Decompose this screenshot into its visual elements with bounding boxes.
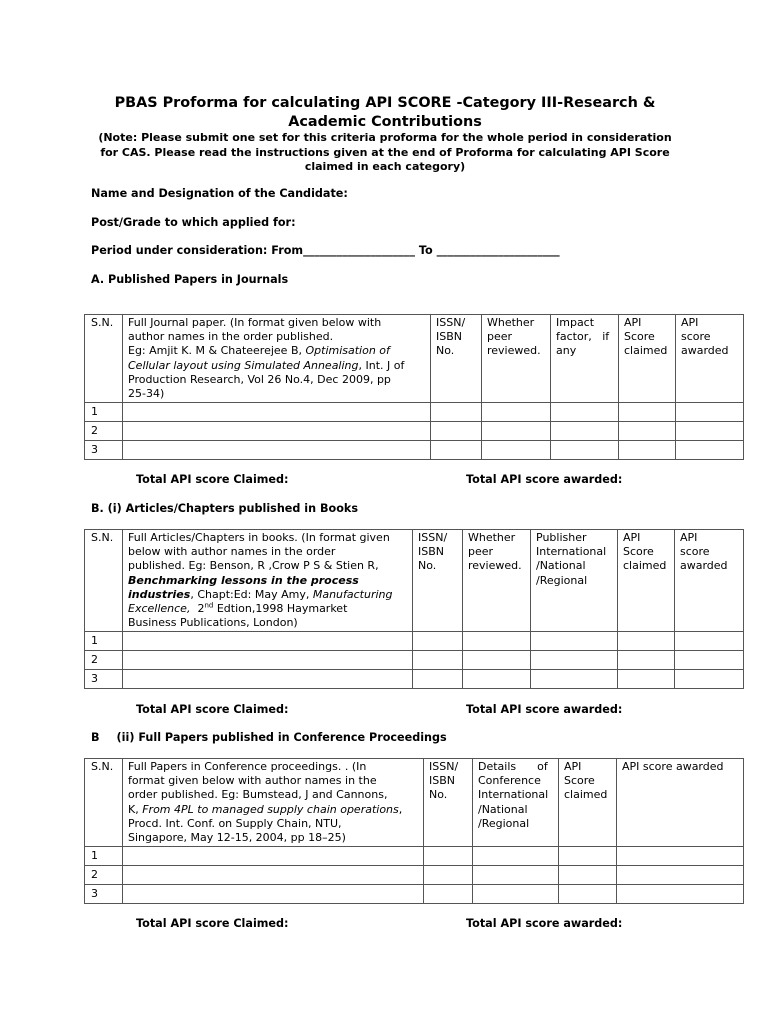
page-title <box>84 94 686 132</box>
header-italic-text: From 4PL to managed supply chain operations <box>142 802 399 816</box>
header-text: No. <box>436 344 455 358</box>
issn-cell[interactable] <box>413 651 463 670</box>
section-b2-total-awarded: Total API score awarded: <box>466 917 623 930</box>
col-api-awarded <box>675 530 744 632</box>
api-claimed-cell[interactable] <box>618 651 675 670</box>
header-text: Details of <box>478 760 548 773</box>
journal-paper-cell[interactable] <box>123 403 431 422</box>
api-awarded-cell[interactable] <box>676 403 744 422</box>
col-api-awarded: API score awarded <box>617 759 744 847</box>
header-text: No. <box>418 559 437 573</box>
col-sn: S.N. <box>85 530 123 632</box>
article-chapter-cell[interactable] <box>123 632 413 651</box>
api-claimed-cell[interactable] <box>559 847 617 866</box>
api-awarded-cell[interactable] <box>617 847 744 866</box>
issn-cell[interactable] <box>424 847 473 866</box>
col-api-claimed <box>618 530 675 632</box>
header-text: ISBN <box>418 545 445 559</box>
header-text: order published. Eg: Bumstead, J and Cannons, <box>128 788 388 802</box>
header-text: International <box>478 788 549 802</box>
header-text: API <box>624 316 642 329</box>
peer-reviewed-cell[interactable] <box>463 651 531 670</box>
col-impact-factor <box>551 315 619 403</box>
header-text: score <box>680 545 710 559</box>
header-text: Impact <box>556 316 595 329</box>
section-b1-total-claimed: Total API score Claimed: <box>136 703 289 716</box>
row-number: 3 <box>85 670 123 689</box>
header-text: claimed <box>623 559 667 573</box>
api-claimed-cell[interactable] <box>618 670 675 689</box>
api-awarded-cell[interactable] <box>676 441 744 460</box>
section-b2-heading <box>91 731 447 745</box>
api-claimed-cell[interactable] <box>619 422 676 441</box>
conference-paper-cell[interactable] <box>123 885 424 904</box>
title-line-2: Academic Contributions <box>288 114 482 130</box>
superscript-text: nd <box>204 601 214 610</box>
issn-cell[interactable] <box>424 885 473 904</box>
header-text: score <box>681 330 711 344</box>
row-number: 1 <box>85 632 123 651</box>
peer-reviewed-cell[interactable] <box>463 632 531 651</box>
header-text: Score <box>623 545 654 559</box>
header-text: API <box>623 531 641 544</box>
conference-details-cell[interactable] <box>473 885 559 904</box>
note-line-2: for CAS. Please read the instructions given at the end of Proforma for calculating API Score <box>100 145 670 159</box>
header-text: ISBN <box>429 774 456 788</box>
table-row <box>85 670 744 689</box>
publisher-cell[interactable] <box>531 651 618 670</box>
conference-paper-cell[interactable] <box>123 866 424 885</box>
header-text: ISSN/ <box>429 760 459 773</box>
peer-reviewed-cell[interactable] <box>482 403 551 422</box>
header-text <box>128 602 407 616</box>
api-claimed-cell[interactable] <box>618 632 675 651</box>
col-api-claimed <box>559 759 617 847</box>
table-header-row <box>85 315 744 403</box>
header-text: /National <box>478 802 528 816</box>
issn-cell[interactable] <box>413 670 463 689</box>
api-awarded-cell[interactable] <box>675 670 744 689</box>
header-text: , <box>398 802 403 816</box>
article-chapter-cell[interactable] <box>123 651 413 670</box>
api-awarded-cell[interactable] <box>617 866 744 885</box>
header-bold-italic-text: industries <box>128 587 191 601</box>
table-header-row <box>85 530 744 632</box>
api-claimed-cell[interactable] <box>619 403 676 422</box>
header-text: Score <box>564 774 595 788</box>
row-number: 1 <box>85 403 123 422</box>
journal-paper-cell[interactable] <box>123 441 431 460</box>
col-issn <box>413 530 463 632</box>
header-text: Publisher <box>536 531 587 544</box>
header-text: 2 <box>190 602 205 616</box>
table-row <box>85 441 744 460</box>
table-row <box>85 632 744 651</box>
table-row <box>85 651 744 670</box>
post-grade-field: Post/Grade to which applied for: <box>91 216 296 229</box>
header-text: Production Research, Vol 26 No.4, Dec 2009, pp <box>128 372 391 386</box>
col-peer-reviewed <box>463 530 531 632</box>
header-text: Procd. Int. Conf. on Supply Chain, NTU, <box>128 816 342 830</box>
journal-paper-cell[interactable] <box>123 422 431 441</box>
table-row <box>85 403 744 422</box>
header-text <box>128 344 425 358</box>
header-text: Eg: Amjit K. M & Chateerejee B, <box>128 344 306 358</box>
row-number: 2 <box>85 866 123 885</box>
header-text: ISSN/ <box>418 531 448 544</box>
header-text: Business Publications, London) <box>128 616 298 630</box>
issn-cell[interactable] <box>431 422 482 441</box>
header-text: International <box>536 545 607 559</box>
api-claimed-cell[interactable] <box>559 866 617 885</box>
api-awarded-cell[interactable] <box>676 422 744 441</box>
header-text: , Int. J of <box>358 358 405 372</box>
row-number: 3 <box>85 885 123 904</box>
row-number: 2 <box>85 651 123 670</box>
header-text: 25-34) <box>128 387 165 401</box>
header-text <box>128 803 418 817</box>
header-text: Singapore, May 12-15, 2004, pp 18–25) <box>128 831 346 845</box>
instruction-note <box>84 131 686 175</box>
api-claimed-cell[interactable] <box>559 885 617 904</box>
header-bold-italic-text: Benchmarking lessons in the process <box>128 573 359 587</box>
col-sn: S.N. <box>85 315 123 403</box>
header-italic-text: Manufacturing <box>312 587 393 601</box>
section-b2-total-claimed: Total API score Claimed: <box>136 917 289 930</box>
header-text: API <box>564 760 582 773</box>
api-awarded-cell[interactable] <box>675 632 744 651</box>
api-awarded-cell[interactable] <box>675 651 744 670</box>
section-b1-total-awarded: Total API score awarded: <box>466 703 623 716</box>
section-a-total-claimed: Total API score Claimed: <box>136 473 289 486</box>
col-article-chapter <box>123 530 413 632</box>
publisher-cell[interactable] <box>531 632 618 651</box>
header-text: Whether <box>487 316 535 329</box>
conference-paper-cell[interactable] <box>123 847 424 866</box>
row-number: 3 <box>85 441 123 460</box>
note-line-3: claimed in each category) <box>304 160 466 174</box>
conference-details-cell[interactable] <box>473 866 559 885</box>
api-claimed-cell[interactable] <box>619 441 676 460</box>
header-text: Whether <box>468 531 516 544</box>
header-text: , Chapt:Ed: May Amy, <box>190 587 313 601</box>
header-text: Edtion,1998 Haymarket <box>213 602 348 616</box>
conference-details-cell[interactable] <box>473 847 559 866</box>
note-line-1: (Note: Please submit one set for this criteria proforma for the whole period in consideration <box>98 131 672 144</box>
header-text: reviewed. <box>468 559 522 573</box>
header-text: published. Eg: Benson, R ,Crow P S & Stien R, <box>128 559 379 573</box>
header-text: /Regional <box>536 573 588 587</box>
header-text: /Regional <box>478 816 530 830</box>
peer-reviewed-cell[interactable] <box>482 422 551 441</box>
header-text <box>128 359 425 373</box>
header-text: API <box>680 531 698 544</box>
impact-factor-cell[interactable] <box>551 403 619 422</box>
col-api-awarded <box>676 315 744 403</box>
col-conference-details <box>473 759 559 847</box>
publisher-cell[interactable] <box>531 670 618 689</box>
row-number: 1 <box>85 847 123 866</box>
table-header-row <box>85 759 744 847</box>
header-text: claimed <box>564 788 608 802</box>
peer-reviewed-cell[interactable] <box>463 670 531 689</box>
header-text: Conference <box>478 774 541 788</box>
col-publisher <box>531 530 618 632</box>
header-text: ISBN <box>436 330 463 344</box>
col-conference-paper <box>123 759 424 847</box>
title-line-1: PBAS Proforma for calculating API SCORE -Category III-Research & <box>114 95 656 111</box>
col-api-claimed <box>619 315 676 403</box>
header-text: Full Papers in Conference proceedings. . (In <box>128 760 367 773</box>
section-b1-heading: B. (i) Articles/Chapters published in Books <box>91 502 358 515</box>
col-issn <box>431 315 482 403</box>
col-sn: S.N. <box>85 759 123 847</box>
section-a-heading: A. Published Papers in Journals <box>91 273 289 286</box>
api-awarded-cell[interactable] <box>617 885 744 904</box>
peer-reviewed-cell[interactable] <box>482 441 551 460</box>
col-peer-reviewed <box>482 315 551 403</box>
section-b2-title: (ii) Full Papers published in Conference Proceedings <box>116 731 447 744</box>
article-chapter-cell[interactable] <box>123 670 413 689</box>
header-text: reviewed. <box>487 344 541 358</box>
header-text: awarded <box>680 559 728 573</box>
header-italic-text: Excellence, <box>128 602 191 616</box>
header-text: /National <box>536 559 586 573</box>
issn-cell[interactable] <box>413 632 463 651</box>
col-journal-paper <box>123 315 431 403</box>
book-chapters-table <box>84 529 744 689</box>
period-field: Period under consideration: From____________________ To ______________________ <box>91 244 560 257</box>
header-text: factor, if <box>556 330 610 344</box>
header-text: API <box>681 316 699 329</box>
header-text: awarded <box>681 344 729 358</box>
header-text: peer <box>487 330 513 344</box>
header-text: K, <box>128 802 143 816</box>
header-text: any <box>556 344 577 358</box>
header-text <box>128 588 407 602</box>
table-row <box>85 847 744 866</box>
header-text: Full Journal paper. (In format given below with <box>128 316 382 329</box>
section-b2-prefix: B <box>91 731 100 744</box>
header-text: author names in the order published. <box>128 330 334 344</box>
table-row <box>85 866 744 885</box>
header-text: Score <box>624 330 655 344</box>
issn-cell[interactable] <box>424 866 473 885</box>
header-italic-text: Optimisation of <box>305 344 390 358</box>
issn-cell[interactable] <box>431 403 482 422</box>
table-row <box>85 422 744 441</box>
issn-cell[interactable] <box>431 441 482 460</box>
header-italic-text: Cellular layout using Simulated Annealing <box>128 358 359 372</box>
col-issn <box>424 759 473 847</box>
header-text: Full Articles/Chapters in books. (In format given <box>128 531 390 544</box>
candidate-name-field: Name and Designation of the Candidate: <box>91 187 348 200</box>
header-text: below with author names in the order <box>128 545 336 559</box>
section-a-total-awarded: Total API score awarded: <box>466 473 623 486</box>
impact-factor-cell[interactable] <box>551 441 619 460</box>
header-text: claimed <box>624 344 668 358</box>
header-text: format given below with author names in the <box>128 774 377 788</box>
impact-factor-cell[interactable] <box>551 422 619 441</box>
row-number: 2 <box>85 422 123 441</box>
conference-papers-table <box>84 758 744 904</box>
header-text: ISSN/ <box>436 316 466 329</box>
header-text: No. <box>429 788 448 802</box>
header-text: peer <box>468 545 494 559</box>
journal-papers-table <box>84 314 744 460</box>
table-row <box>85 885 744 904</box>
